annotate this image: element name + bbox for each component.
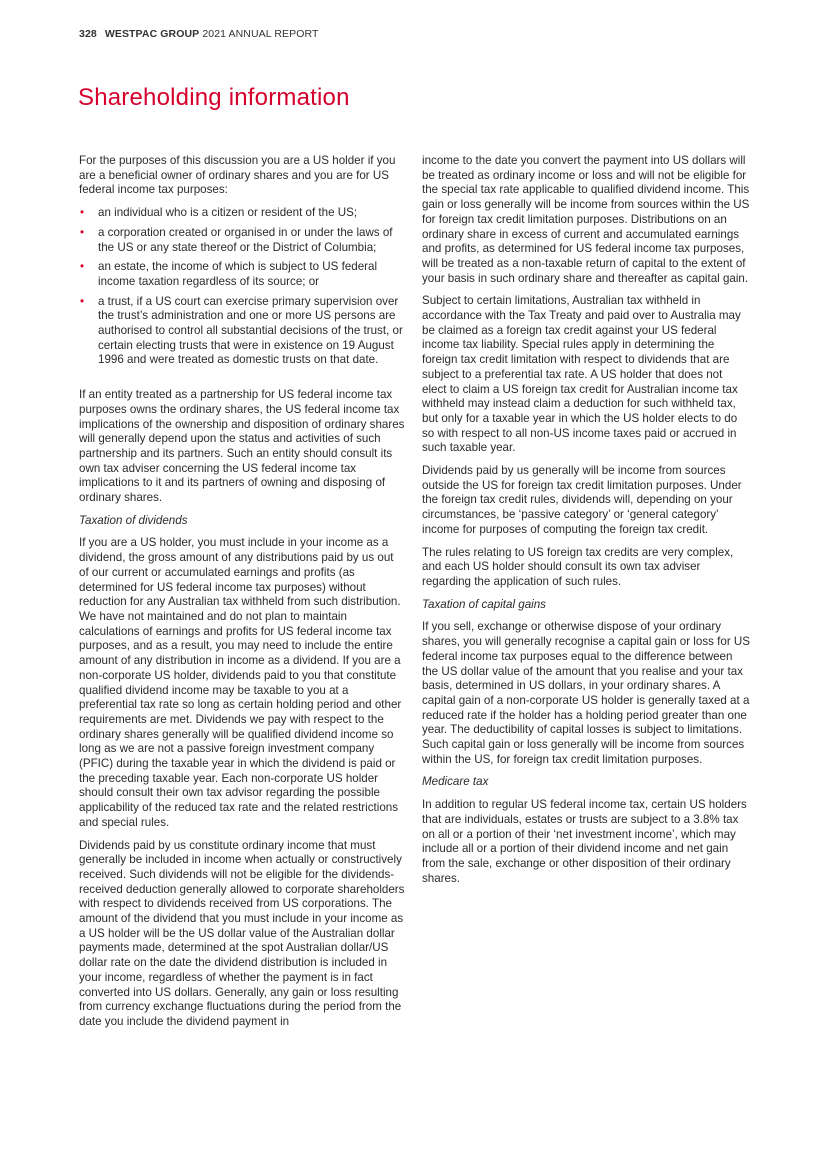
tax-credit-rules-paragraph: The rules relating to US foreign tax credits are very complex, and each US holder should consult its own tax adviser regarding the application of such rules. <box>422 545 734 588</box>
right-column <box>422 154 750 894</box>
bullet-icon: • <box>80 294 85 308</box>
taxation-of-dividends-heading: Taxation of dividends <box>79 513 188 527</box>
bullet-icon: • <box>80 206 85 220</box>
bullet-icon: • <box>80 260 85 274</box>
page-number: 328 <box>79 28 97 40</box>
medicare-tax-heading: Medicare tax <box>422 775 489 789</box>
us-holder-criteria-list <box>79 206 406 368</box>
bullet-icon: • <box>80 225 85 239</box>
list-item: • a trust, if a US court can exercise primary supervision over the trust’s administration and one or more US persons are authorised to control all substantial decisions of the trust, or certain electing trusts that were in existence on 19 August 1996 and were treated as domestic trusts on that date. <box>80 294 403 367</box>
page-title: Shareholding information <box>78 84 350 111</box>
list-item: • an individual who is a citizen or resident of the US; <box>80 206 358 220</box>
left-column <box>79 154 406 1038</box>
dividends-paragraph-2: Dividends paid by us constitute ordinary income that must generally be included in income when actually or constructively received. Such dividends will not be eligible for the dividends-received deduction generally allowed to corporate shareholders with respect to dividends received from US corporations. The amount of the dividend that you must include in your income as a US holder will be the US dollar value of the Australian dollar payments made, determined at the spot Australian dollar/US dollar rate on the date the dividend distribution is included in your income, regardless of whether the payment is in fact converted into US dollars. Generally, any gain or loss resulting from currency exchange fluctuations during the period from the date you include the dividend payment in <box>79 838 405 1028</box>
medicare-tax-paragraph: In addition to regular US federal income tax, certain US holders that are individuals, estates or trusts are subject to a 3.8% tax on all or a portion of their ‘net investment income’, which may include all or a portion of their dividend income and net gain from the sale, exchange or other disposition of their ordinary shares. <box>422 798 747 885</box>
capital-gains-heading: Taxation of capital gains <box>422 597 546 611</box>
page-header <box>79 28 319 40</box>
dividend-source-paragraph: Dividends paid by us generally will be income from sources outside the US for foreign tax credit limitation purposes. Under the foreign tax credit rules, dividends will, depending on your circumstances, be ‘passive category’ or ‘general category’ income for purposes of computing the foreign tax credit. <box>422 464 742 536</box>
header-report: 2021 ANNUAL REPORT <box>202 28 319 40</box>
dividends-paragraph-1: If you are a US holder, you must include in your income as a dividend, the gross amount of any distributions paid by us out of our current or accumulated earnings and profits (as determined for US federal income tax purposes) without reduction for any Australian tax withheld from such distribution. We have not maintained and do not plan to maintain calculations of earnings and profits for US federal income tax purposes, and as a result, you may need to include the entire amount of any distribution in income as a dividend. If you are a non-corporate US holder, dividends paid to you that constitute qualified dividend income may be taxable to you at a preferential tax rate so long as certain holding period and other requirements are met. Dividends we pay with respect to the ordinary shares generally will be qualified dividend income so long as we are not a passive foreign investment company (PFIC) during the taxable year in which the dividend is paid or the preceding taxable year. Each non-corporate US holder should consult their own tax advisor regarding the possible applicability of the reduced tax rate and the related restrictions and special rules. <box>79 536 402 829</box>
intro-paragraph: For the purposes of this discussion you are a US holder if you are a beneficial owner of ordinary shares and you are for US federal income tax purposes: <box>79 154 396 197</box>
foreign-tax-credit-paragraph: Subject to certain limitations, Australian tax withheld in accordance with the Tax Treaty and paid over to Australia may be claimed as a foreign tax credit against your US federal income tax liability. Special rules apply in determining the foreign tax credit limitation with respect to dividends that are subject to a preferential tax rate. A US holder that does not elect to claim a US foreign tax credit for Australian income tax withheld may instead claim a deduction for such withheld tax, but only for a taxable year in which the US holder elects to do so with respect to all non-US income taxes paid or accrued in such taxable year. <box>422 294 741 455</box>
header-brand: WESTPAC GROUP <box>104 28 200 40</box>
partnership-paragraph: If an entity treated as a partnership for US federal income tax purposes owns the ordinary shares, the US federal income tax implications of the ownership and disposition of ordinary shares will generally depend upon the status and activities of such partnership and its partners. Such an entity should consult its own tax adviser concerning the US federal income tax implications to it and its partners of owning and disposing of ordinary shares. <box>79 388 405 505</box>
dividends-continued-paragraph: income to the date you convert the payment into US dollars will be treated as ordinary income or loss and will not be eligible for the special tax rate applicable to qualified dividend income. This gain or loss generally will be income from sources within the US for foreign tax credit limitation purposes. Distributions on an ordinary share in excess of current and accumulated earnings and profits, as determined for US federal income tax purposes, will be treated as a non-taxable return of capital to the extent of your basis in such ordinary share and thereafter as capital gain. <box>422 154 750 285</box>
list-item: • a corporation created or organised in or under the laws of the US or any state thereof or the District of Columbia; <box>80 225 393 254</box>
capital-gains-paragraph: If you sell, exchange or otherwise dispose of your ordinary shares, you will generally recognise a capital gain or loss for US federal income tax purposes equal to the difference between the US dollar value of the amount that you realise and your tax basis, determined in US dollars, in your ordinary shares. A capital gain of a non-corporate US holder is generally taxed at a reduced rate if the holder has a holding period greater than one year. The deductibility of capital losses is subject to limitations. Such capital gain or loss generally will be income from sources within the US, for foreign tax credit limitation purposes. <box>422 620 751 766</box>
list-item: • an estate, the income of which is subject to US federal income taxation regardless of its source; or <box>80 260 378 288</box>
